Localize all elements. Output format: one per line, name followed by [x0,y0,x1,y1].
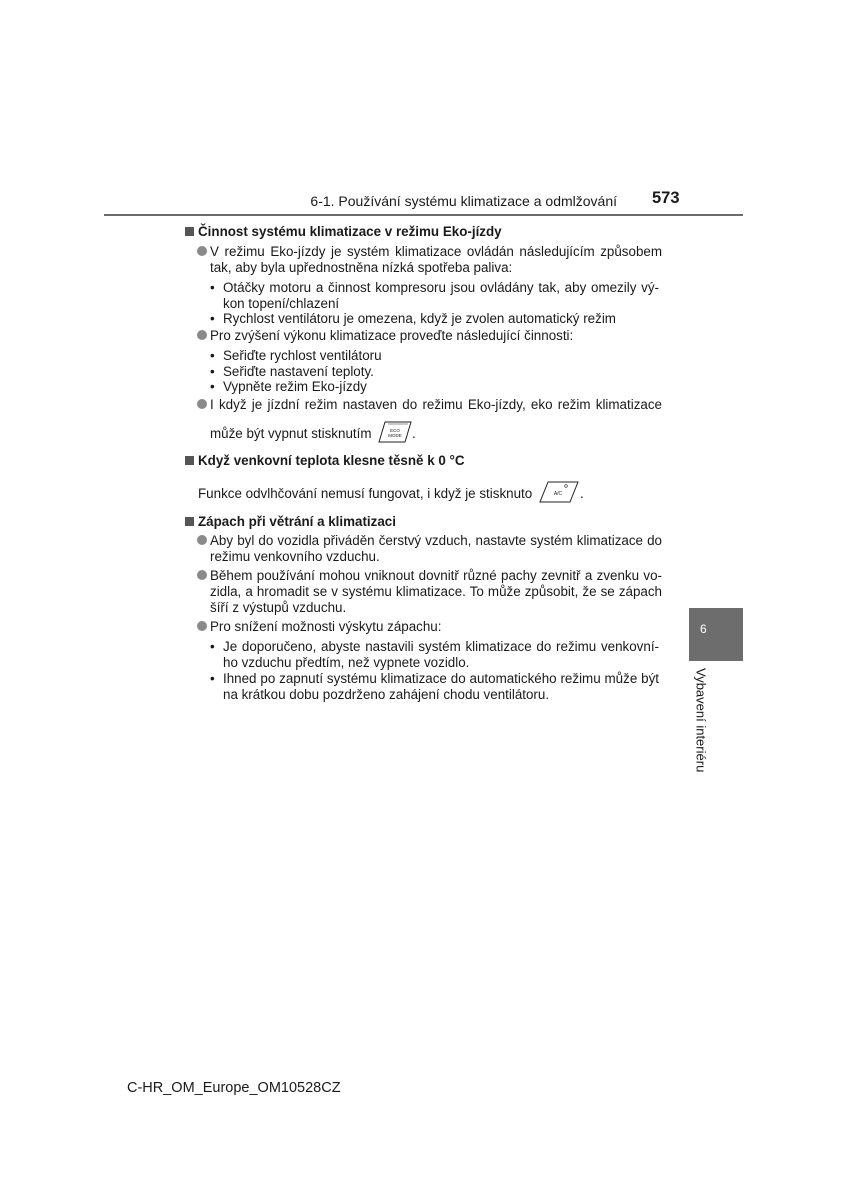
round-bullet-icon [197,246,207,256]
eco-mode-button-icon [377,420,413,444]
chapter-tab [689,608,743,661]
paragraph-end: . [580,486,584,501]
header-rule [104,214,743,216]
section-heading-low-temperature: Když venkovní teplota klesne těsně k 0 °C [185,453,465,469]
paragraph-line: šíří z výstupů vzduchu. [210,600,347,615]
list-item: Vypněte režim Eko-jízdy [223,379,367,394]
paragraph-line: Pro snížení možnosti výskytu zápachu: [210,619,442,634]
page-number: 573 [652,189,680,207]
svg-text:ECO: ECO [390,428,400,433]
bullet-marker: • [210,671,215,686]
paragraph-end: . [412,426,416,441]
chapter-title: Vybavení interiéru [693,668,709,773]
round-bullet-icon [197,621,207,631]
list-item-line: Je doporučeno, abyste nastavili systém klimatizace do režimu venkovní- [223,639,659,654]
list-item-line: Ihned po zapnutí systému klimatizace do automatického režimu může být [223,671,659,686]
list-item-line: Otáčky motoru a činnost kompresoru jsou ovládány tak, aby omezily vý- [223,280,659,295]
square-bullet-icon [185,456,194,465]
list-item-line: kon topení/chlazení [223,296,340,311]
square-bullet-icon [185,227,194,236]
svg-text:MODE: MODE [388,433,402,438]
round-bullet-icon [197,535,207,545]
bullet-marker: • [210,280,215,295]
list-item-line: ho vzduchu předtím, než vypnete vozidlo. [223,655,470,670]
section-heading-eco-mode: Činnost systému klimatizace v režimu Eko-jízdy [185,224,502,240]
paragraph-line: Pro zvýšení výkonu klimatizace proveďte následující činnosti: [210,328,574,343]
paragraph-line: režimu venkovního vzduchu. [210,549,380,564]
section-header-title: 6-1. Používání systému klimatizace a odmlžování [310,193,617,209]
bullet-marker: • [210,364,215,379]
round-bullet-icon [197,399,207,409]
paragraph-line: může být vypnut stisknutím [210,426,372,441]
bullet-marker: • [210,639,215,654]
section-heading-odor: Zápach při větrání a klimatizaci [185,514,396,530]
list-item: Seřiďte nastavení teploty. [223,364,374,379]
ac-button-icon [538,480,580,504]
paragraph-line: Během používání mohou vniknout dovnitř různé pachy zevnitř a zvenku vo- [210,568,662,583]
paragraph-line: tak, aby byla upřednostněna nízká spotřeba paliva: [210,260,513,275]
bullet-marker: • [210,311,215,326]
chapter-number: 6 [700,622,707,636]
paragraph-line: zidla, a hromadit se v systému klimatizace. To může způsobit, že se zápach [210,584,662,599]
paragraph-line: I když je jízdní režim nastaven do režimu Eko-jízdy, eko režim klimatizace [210,397,662,412]
paragraph-line: Aby byl do vozidla přiváděn čerstvý vzduch, nastavte systém klimatizace do [210,533,662,548]
list-item: Rychlost ventilátoru je omezena, když je zvolen automatický režim [223,311,616,326]
list-item: Seřiďte rychlost ventilátoru [223,348,382,363]
list-item-line: na krátkou dobu pozdrženo zahájení chodu ventilátoru. [223,687,550,702]
svg-text:A/C: A/C [553,491,563,497]
bullet-marker: • [210,348,215,363]
round-bullet-icon [197,570,207,580]
bullet-marker: • [210,379,215,394]
square-bullet-icon [185,517,194,526]
paragraph-line: Funkce odvlhčování nemusí fungovat, i když je stisknuto [198,486,533,501]
paragraph-line: V režimu Eko-jízdy je systém klimatizace ovládán následujícím způsobem [210,244,662,259]
document-code: C-HR_OM_Europe_OM10528CZ [127,1080,341,1096]
round-bullet-icon [197,330,207,340]
